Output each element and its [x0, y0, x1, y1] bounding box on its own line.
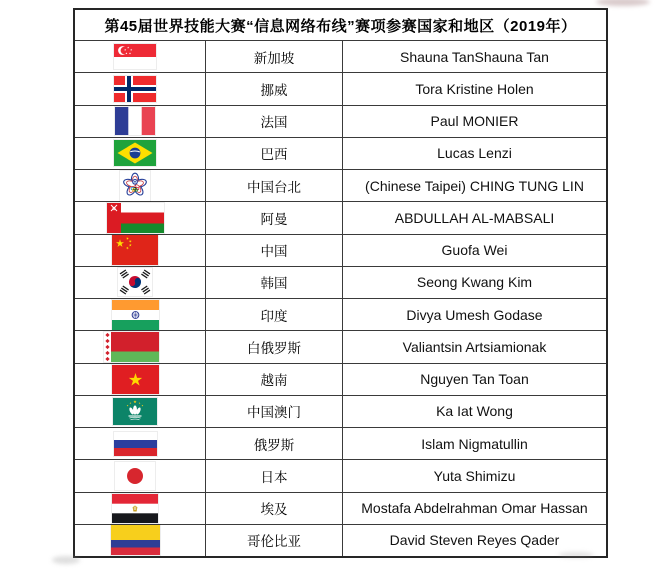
- flag-vietnam-icon: [112, 365, 159, 394]
- table-row: [75, 298, 606, 330]
- country-name-cn: 埃及: [206, 493, 343, 524]
- country-name-cn: 新加坡: [206, 41, 343, 72]
- table-row: [75, 363, 606, 395]
- flag-egypt-icon: [112, 494, 158, 523]
- flag-belarus-icon: [104, 332, 159, 362]
- flag-singapore-icon: [114, 44, 156, 69]
- competitor-name: David Steven Reyes Qader: [389, 532, 560, 549]
- flag-cell: [75, 299, 206, 330]
- flag-france-icon: [115, 107, 155, 135]
- table-row: [75, 395, 606, 427]
- flag-cell: [75, 202, 206, 233]
- country-name-cn: 挪威: [206, 73, 343, 104]
- table-row: [75, 330, 606, 362]
- flag-india-icon: [112, 300, 159, 330]
- flag-norway-icon: [114, 76, 156, 102]
- competitor-name: Islam Nigmatullin: [421, 435, 528, 452]
- flag-chinese-taipei-icon: [120, 171, 150, 201]
- country-name-cn: 越南: [206, 364, 343, 395]
- flag-japan-icon: [115, 462, 155, 490]
- country-name-cn: 中国澳门: [206, 396, 343, 427]
- table-row: [75, 72, 606, 104]
- flag-cell: [75, 460, 206, 491]
- table-row: [75, 137, 606, 169]
- country-name-cn: 白俄罗斯: [206, 331, 343, 362]
- competitor-name: Divya Umesh Godase: [406, 306, 543, 323]
- competitor-name: Lucas Lenzi: [437, 145, 512, 162]
- country-name-cn: 巴西: [206, 138, 343, 169]
- country-name-cn: 中国台北: [206, 170, 343, 201]
- competitor-name: Mostafa Abdelrahman Omar Hassan: [361, 500, 588, 517]
- flag-china-icon: [112, 235, 158, 265]
- table-row: [75, 40, 606, 72]
- competitor-name: Tora Kristine Holen: [415, 80, 534, 97]
- table-row: [75, 524, 606, 556]
- country-name-cn: 法国: [206, 106, 343, 137]
- flag-cell: [75, 41, 206, 72]
- flag-macau-icon: [113, 398, 157, 425]
- flag-cell: [75, 235, 206, 266]
- flag-cell: [75, 493, 206, 524]
- scan-artifact-smudge: [596, 0, 650, 6]
- competitor-name: Nguyen Tan Toan: [420, 371, 529, 388]
- table-row: [75, 169, 606, 201]
- competitor-name: ABDULLAH AL-MABSALI: [394, 209, 555, 226]
- flag-cell: [75, 364, 206, 395]
- competitor-name: Valiantsin Artsiamionak: [402, 338, 547, 355]
- country-name-cn: 印度: [206, 299, 343, 330]
- competitor-name: (Chinese Taipei) CHING TUNG LIN: [365, 177, 584, 194]
- table-title: 第45届世界技能大赛“信息网络布线”赛项参赛国家和地区（2019年）: [104, 17, 577, 35]
- flag-cell: [75, 428, 206, 459]
- country-name-cn: 阿曼: [206, 202, 343, 233]
- competitor-name: Shauna TanShauna Tan: [400, 48, 549, 65]
- flag-colombia-icon: [111, 525, 160, 555]
- flag-cell: [75, 138, 206, 169]
- table-row: [75, 234, 606, 266]
- flag-cell: [75, 331, 206, 362]
- country-name-cn: 日本: [206, 460, 343, 491]
- competitor-name: Ka Iat Wong: [436, 403, 513, 420]
- flag-cell: [75, 267, 206, 298]
- flag-cell: [75, 396, 206, 427]
- flag-russia-icon: [114, 432, 157, 456]
- country-name-cn: 中国: [206, 235, 343, 266]
- table-row: [75, 266, 606, 298]
- flag-cell: [75, 525, 206, 556]
- country-name-cn: 哥伦比亚: [206, 525, 343, 556]
- flag-brazil-icon: [114, 140, 156, 166]
- table-row: [75, 105, 606, 137]
- competitor-name: Guofa Wei: [441, 242, 508, 259]
- flag-cell: [75, 170, 206, 201]
- competitor-name: Seong Kwang Kim: [416, 274, 533, 291]
- table-row: [75, 201, 606, 233]
- flag-oman-icon: [107, 203, 164, 233]
- competitor-name: Yuta Shimizu: [433, 467, 516, 484]
- competitor-name: Paul MONIER: [430, 113, 519, 130]
- flag-cell: [75, 73, 206, 104]
- table-row: [75, 459, 606, 491]
- participants-table: [73, 8, 608, 558]
- flag-cell: [75, 106, 206, 137]
- country-name-cn: 俄罗斯: [206, 428, 343, 459]
- country-name-cn: 韩国: [206, 267, 343, 298]
- table-row: [75, 427, 606, 459]
- table-row: [75, 492, 606, 524]
- flag-south-korea-icon: [118, 268, 152, 296]
